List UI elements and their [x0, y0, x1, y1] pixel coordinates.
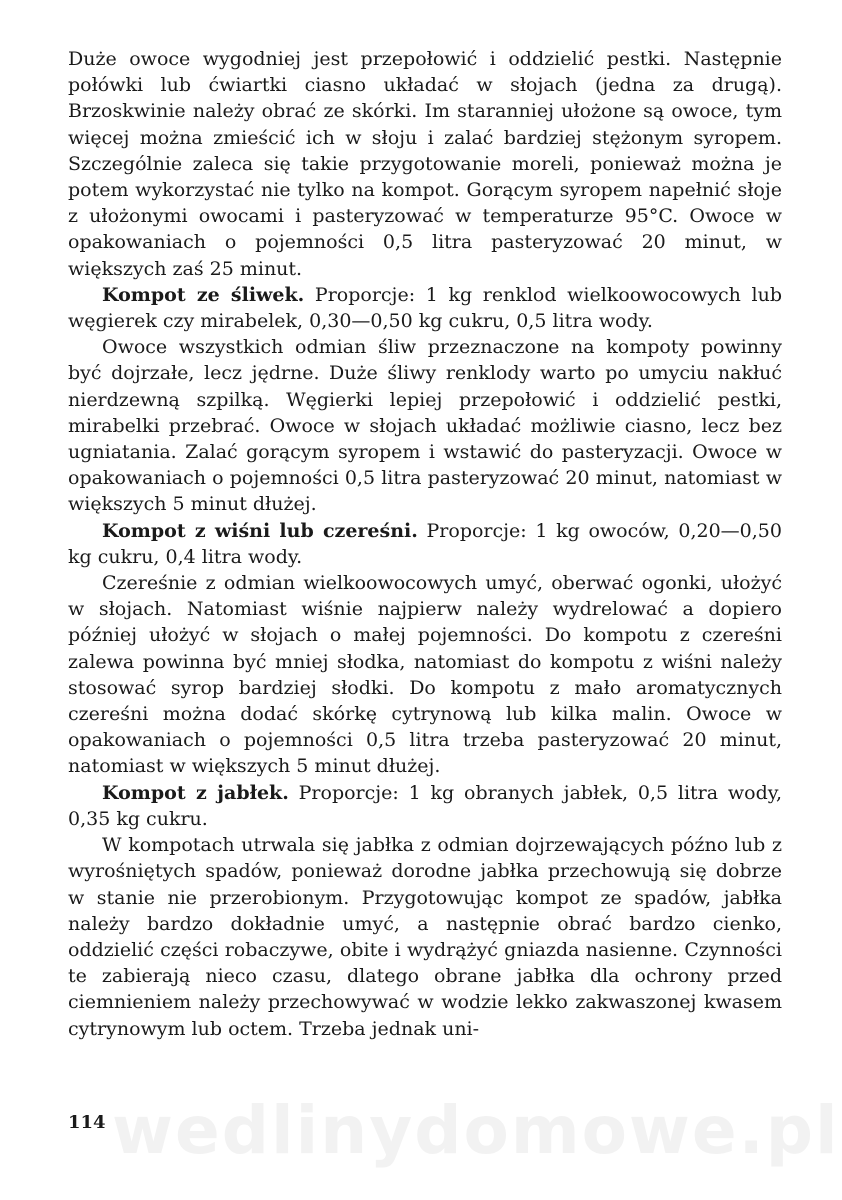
paragraph-apple-instructions [68, 832, 782, 1042]
recipe-heading-apple: Kompot z jabłek. [102, 781, 289, 804]
recipe-heading-plum: Kompot ze śliwek. [102, 283, 305, 306]
paragraph-cherry-compote-recipe [68, 518, 782, 570]
recipe-proportions-cherry: Proporcje: 1 kg owoców, 0,20—0,50 kg cukru, 0,4 litra wody. [68, 519, 782, 568]
recipe-proportions-plum: Proporcje: 1 kg renklod wielkoowocowych lub węgierek czy mirabelek, 0,30—0,50 kg cukru, 0,5 litra wody. [68, 283, 782, 333]
watermark: wedlinydomowe.pl [112, 1092, 840, 1169]
page-number: 114 [68, 1112, 106, 1133]
recipe-heading-cherry: Kompot z wiśni lub czereśni. [102, 519, 418, 542]
page-body [68, 46, 782, 1042]
paragraph-apple-compote-recipe [68, 780, 782, 832]
paragraph-apricots-peaches [68, 46, 782, 282]
paragraph-cherry-instructions [68, 570, 782, 780]
page-footer [68, 1092, 840, 1169]
paragraph-plum-instructions [68, 334, 782, 517]
paragraph-text: W kompotach utrwala się jabłka z odmian dojrzewających późno lub z wyrośniętych spadów, ponieważ dorodne jabłka przechowują się dobrze w stanie nie przerobionym. Przygotowując kompot ze spadów, jabłka należy bardzo dokładnie umyć, a następnie obrać bardzo cienko, oddzielić części robaczywe, obite i wydrążyć gniazda nasienne. Czynności te zabierają nieco czasu, dlatego obrane jabłka dla ochrony przed ciemnieniem należy przechowywać w wodzie lekko zakwaszonej kwasem cytrynowym lub octem. Trzeba jednak uni- [68, 834, 782, 1040]
paragraph-plum-compote-recipe [68, 282, 782, 334]
recipe-proportions-apple: Proporcje: 1 kg obranych jabłek, 0,5 litra wody, 0,35 kg cukru. [68, 781, 782, 830]
paragraph-text: Duże owoce wygodniej jest przepołowić i oddzielić pestki. Następnie połówki lub ćwiartki ciasno układać w słojach (jedna za drugą). Brzoskwinie należy obrać ze skórki. Im staranniej ułożone są owoce, tym więcej można zmieścić ich w słoju i zalać bardziej stężonym syropem. Szczególnie zaleca się takie przygotowanie moreli, ponieważ można je potem wykorzystać nie tylko na kompot. Gorącym syropem napełnić słoje z ułożonymi owocami i pasteryzować w temperaturze 95°C. Owoce w opakowaniach o pojemności 0,5 litra pasteryzować 20 minut, w większych zaś 25 minut. [68, 48, 782, 280]
paragraph-text: Czereśnie z odmian wielkoowocowych umyć, oberwać ogonki, ułożyć w słojach. Natomiast wiśnie najpierw należy wydrelować a dopiero później ułożyć w słojach o małej pojemności. Do kompotu z czereśni zalewa powinna być mniej słodka, natomiast do kompotu z wiśni należy stosować syrop bardziej słodki. Do kompotu z mało aromatycznych czereśni można dodać skórkę cytrynową lub kilka malin. Owoce w opakowaniach o pojemności 0,5 litra trzeba pasteryzować 20 minut, natomiast w większych 5 minut dłużej. [68, 572, 782, 778]
paragraph-text: Owoce wszystkich odmian śliw przeznaczone na kompoty powinny być dojrzałe, lecz jędrne. Duże śliwy renklody warto po umyciu nakłuć nierdzewną szpilką. Węgierki lepiej przepołowić i oddzielić pestki, mirabelki przebrać. Owoce w słojach układać możliwie ciasno, lecz bez ugniatania. Zalać gorącym syropem i wstawić do pasteryzacji. Owoce w opakowaniach o pojemności 0,5 litra pasteryzować 20 minut, natomiast w większych 5 minut dłużej. [68, 336, 782, 516]
